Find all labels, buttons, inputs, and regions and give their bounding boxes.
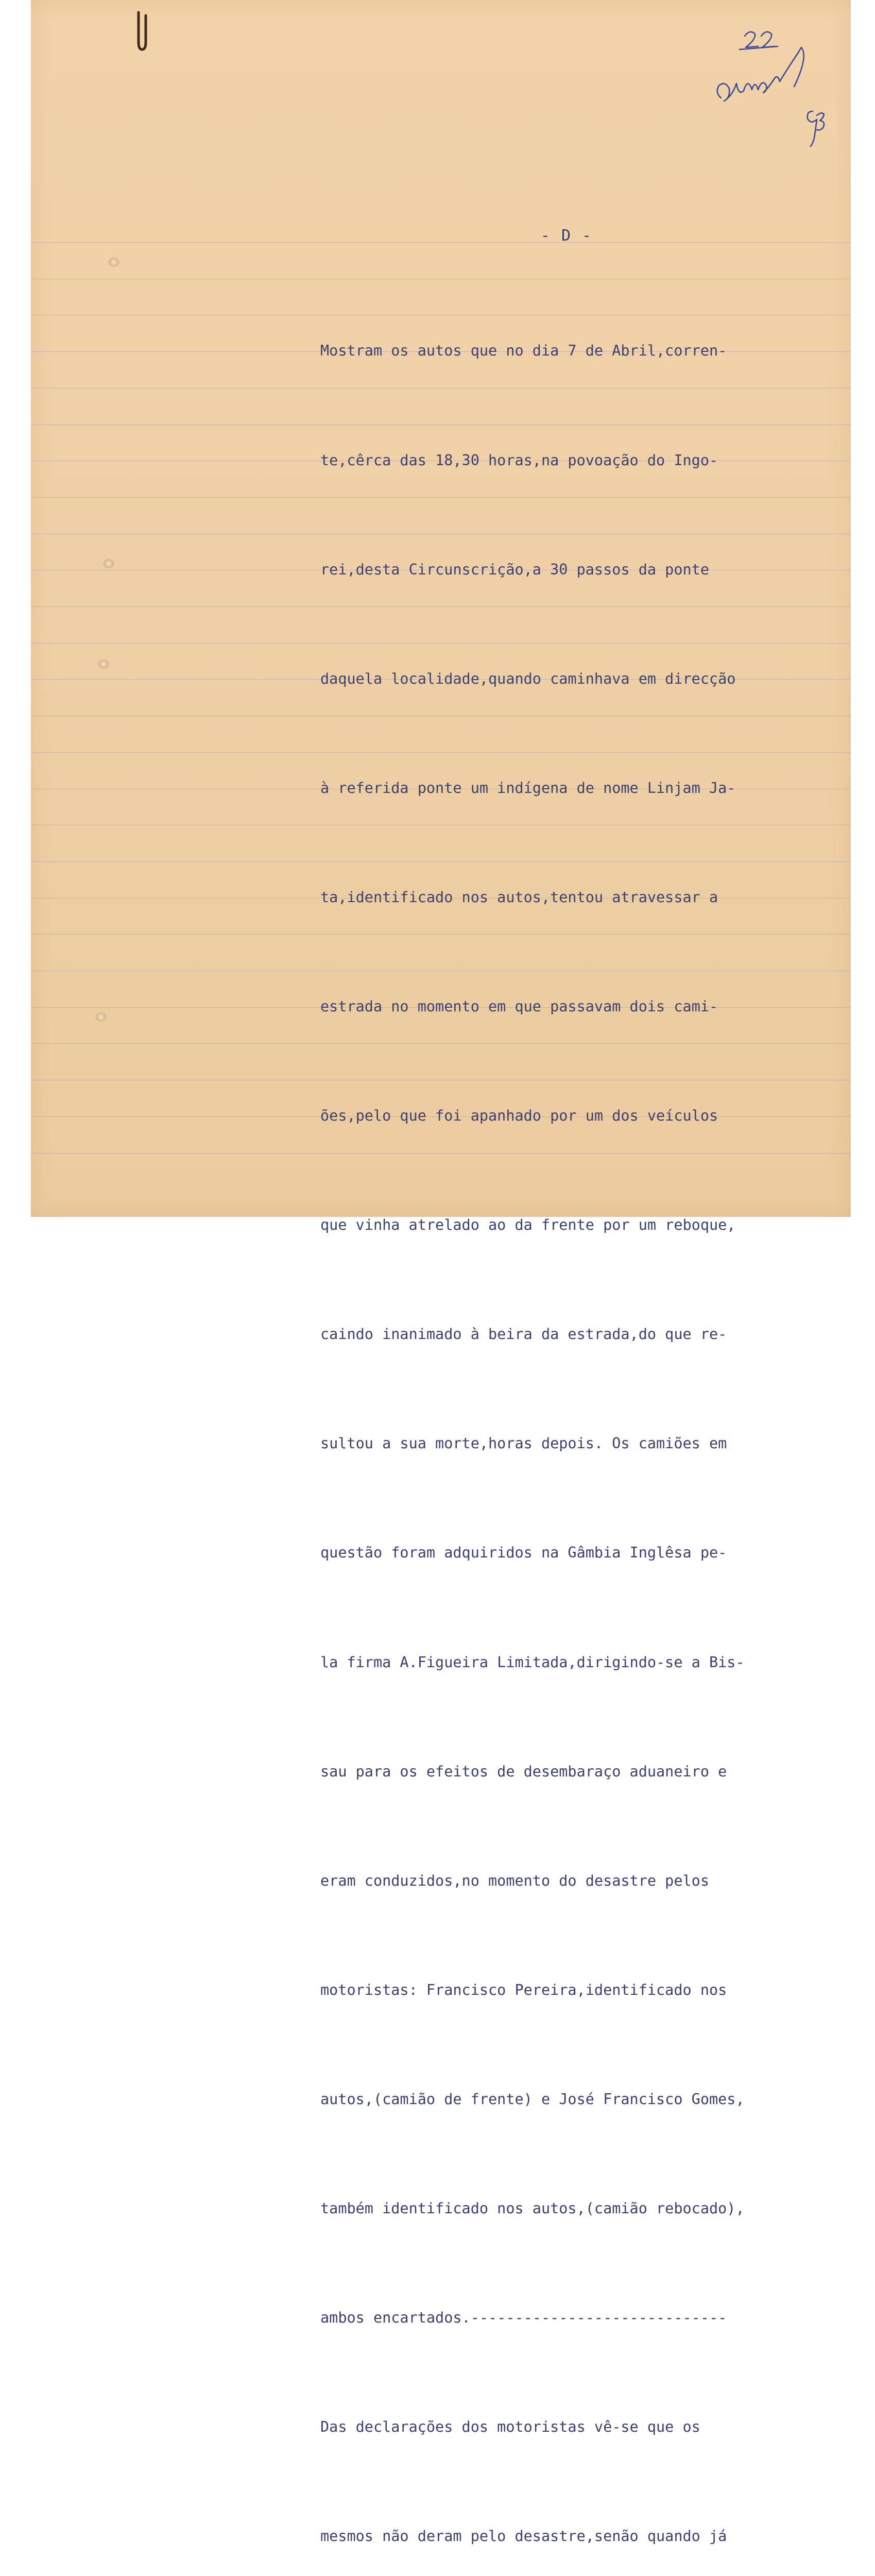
body-text — [320, 260, 840, 2576]
text-line: questão foram adquiridos na Gâmbia Inglêsa pe- — [320, 1544, 727, 1562]
pin-hole-mark — [108, 258, 119, 267]
pin-hole-mark — [98, 659, 109, 669]
text-line: Das declarações dos motoristas vê-se que os — [320, 2418, 700, 2436]
text-line: que vinha atrelado ao da frente por um reboque, — [320, 1216, 736, 1234]
text-line: mesmos não deram pelo desastre,senão quando já — [320, 2528, 727, 2545]
text-line: à referida ponte um indígena de nome Linjam Ja- — [320, 779, 736, 796]
text-line: eram conduzidos,no momento do desastre pelos — [320, 1872, 709, 1889]
text-line: também identificado nos autos,(camião rebocado), — [320, 2200, 745, 2217]
section-heading: - D - — [540, 227, 593, 245]
text-line: ta,identificado nos autos,tentou atravessar a — [320, 888, 718, 906]
text-line: te,cêrca das 18,30 horas,na povoação do Ingo- — [320, 451, 718, 469]
pin-hole-mark — [95, 1012, 107, 1022]
text-line: daquela localidade,quando caminhava em direcção — [320, 670, 736, 687]
handwritten-annotation — [700, 21, 855, 165]
text-line: caindo inanimado à beira da estrada,do que re- — [320, 1326, 727, 1343]
text-line: Mostram os autos que no dia 7 de Abril,corren- — [320, 342, 727, 360]
text-line: sultou a sua morte,horas depois. Os camiões em — [320, 1435, 727, 1452]
ruled-line — [31, 242, 851, 243]
text-line: estrada no momento em que passavam dois cami- — [320, 997, 718, 1015]
paper-clip-icon — [136, 10, 148, 52]
text-line: la firma A.Figueira Limitada,dirigindo-se a Bis- — [320, 1653, 745, 1671]
pin-hole-mark — [103, 559, 114, 568]
text-line: motoristas: Francisco Pereira,identificado nos — [320, 1981, 727, 1998]
text-line: sau para os efeitos de desembaraço aduaneiro e — [320, 1762, 727, 1780]
text-line: autos,(camião de frente) e José Francisco Gomes, — [320, 2090, 745, 2108]
text-line: ambos encartados.----------------------------- — [320, 2309, 727, 2327]
text-line: ões,pelo que foi apanhado por um dos veículos — [320, 1107, 718, 1125]
text-line: rei,desta Circunscrição,a 30 passos da ponte — [320, 561, 709, 578]
